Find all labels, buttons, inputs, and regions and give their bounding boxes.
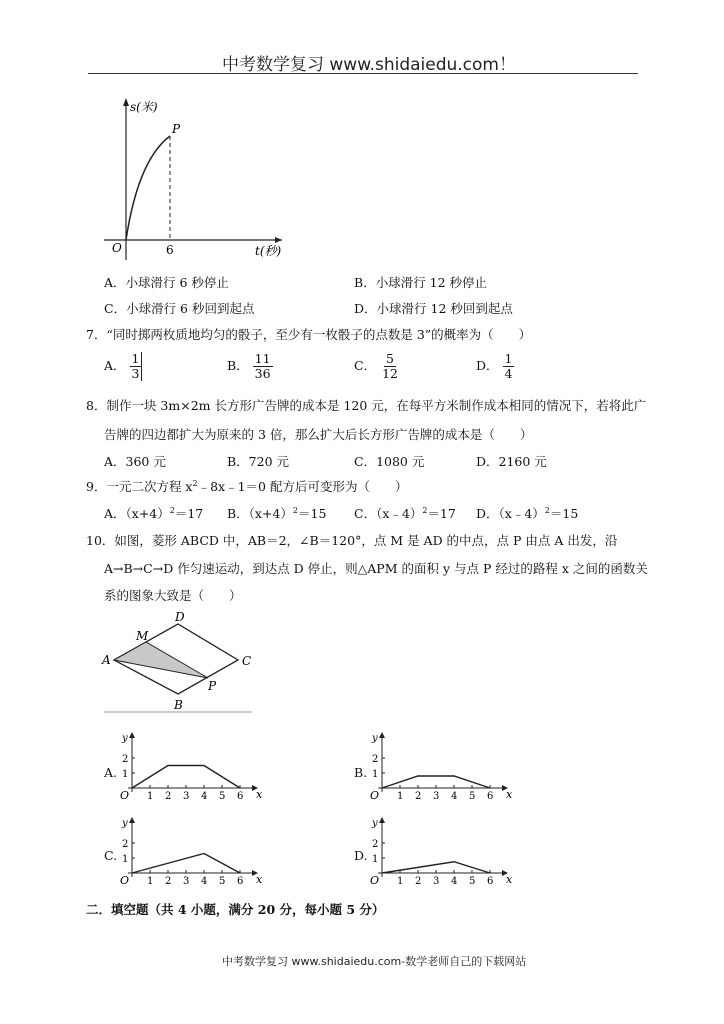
label-m: M <box>136 629 149 643</box>
x-tick-label: 4 <box>201 791 208 802</box>
origin-label: O <box>120 874 130 887</box>
function-curve <box>132 766 240 789</box>
q8-option-d: D．2160 元 <box>476 454 547 469</box>
q8-line1: 8．制作一块 3m×2m 长方形广告牌的成本是 120 元，在每平方米制作成本相同的情况下，若将此广 <box>86 398 647 413</box>
q10-line1: 10．如图，菱形 ABCD 中，AB＝2，∠B＝120°，点 M 是 AD 的中点，点 P 由点 A 出发，沿 <box>86 533 618 548</box>
q8-option-b: B．720 元 <box>227 454 290 469</box>
label-a: A <box>102 653 111 667</box>
x-tick-label: 3 <box>433 876 440 887</box>
y-tick-label: 2 <box>372 839 379 850</box>
y-axis-arrow <box>379 732 385 738</box>
y-axis-arrow <box>379 817 385 823</box>
x-tick-label: 3 <box>433 791 440 802</box>
q6-option-a: A．小球滑行 6 秒停止 <box>104 275 229 290</box>
q8-line2: 告牌的四边都扩大为原来的 3 倍，那么扩大后长方形广告牌的成本是（ ） <box>104 427 533 442</box>
q10-line2: A→B→C→D 作匀速运动，到达点 D 停止，则△APM 的面积 y 与点 P 经过的路程 x 之间的函数关 <box>104 561 648 576</box>
q6-curve <box>126 136 170 240</box>
y-axis-label: y <box>372 818 378 829</box>
x-tick-label: 2 <box>165 876 172 887</box>
x-tick-label: 4 <box>201 876 208 887</box>
header-rule <box>88 73 638 74</box>
q7-stem: 7．“同时掷两枚质地均匀的骰子，至少有一枚骰子的点数是 3”的概率为（ ） <box>86 327 532 342</box>
page-header-title: 中考数学复习 www.shidaiedu.com！ <box>222 55 516 75</box>
x-tick-label: 1 <box>147 876 154 887</box>
q9-option-c: C．（x﹣4）$^2$＝17 <box>354 505 456 521</box>
graph-option-b <box>368 730 513 802</box>
q6-graph <box>100 92 290 264</box>
y-axis-arrow <box>129 732 135 738</box>
x-tick-label: 1 <box>397 876 404 887</box>
x-tick-label: 1 <box>397 791 404 802</box>
y-axis-arrow <box>129 817 135 823</box>
page-footer: 中考数学复习 www.shidaiedu.com-数学老师自己的下载网站 <box>222 955 527 968</box>
x-tick-label: 6 <box>237 791 244 802</box>
graph-option-d-letter: D. <box>354 848 368 863</box>
q9-option-a: A．$(x+4)^2=17$ <box>104 505 204 521</box>
section-2-title: 二．填空题（共 4 小题，满分 20 分，每小题 5 分） <box>86 902 385 917</box>
x-tick-label: 1 <box>147 791 154 802</box>
label-c: C <box>242 654 252 668</box>
x-tick-label: 6 <box>487 791 494 802</box>
q6-point-p: P <box>172 122 181 136</box>
y-tick-label: 2 <box>122 839 129 850</box>
graph-option-b-letter: B. <box>354 765 368 780</box>
q6-option-c: C．小球滑行 6 秒回到起点 <box>104 301 255 316</box>
y-axis-label: y <box>372 733 378 744</box>
q7-option-d: D． $\frac{1}{4}$ <box>476 351 513 381</box>
graph-option-a <box>118 730 263 802</box>
x-tick-label: 2 <box>415 791 422 802</box>
graph-option-a-letter: A. <box>104 765 118 780</box>
q6-option-d: D．小球滑行 12 秒回到起点 <box>354 301 513 316</box>
y-tick-label: 1 <box>122 854 129 865</box>
x-tick-label: 3 <box>183 876 190 887</box>
x-tick-label: 2 <box>415 876 422 887</box>
x-axis-label: x <box>256 788 263 801</box>
q6-tick-6: 6 <box>166 243 174 257</box>
graph-option-c <box>118 815 263 887</box>
q8-option-c: C．1080 元 <box>354 454 425 469</box>
x-tick-label: 5 <box>219 876 226 887</box>
x-tick-label: 5 <box>469 791 476 802</box>
q9-option-d: D．（x﹣4）$^2$＝15 <box>476 505 579 521</box>
y-tick-label: 1 <box>122 769 129 780</box>
x-tick-label: 4 <box>451 791 458 802</box>
label-d: D <box>175 610 185 624</box>
graph-option-d <box>368 815 513 887</box>
graph-option-c-letter: C. <box>104 848 118 863</box>
x-tick-label: 3 <box>183 791 190 802</box>
triangle-apm <box>114 642 208 678</box>
y-axis-label: y <box>122 818 128 829</box>
x-tick-label: 5 <box>219 791 226 802</box>
origin-label: O <box>370 789 380 802</box>
q8-option-a: A．360 元 <box>104 454 166 469</box>
q7-option-c: C． $\frac{5}{12}$ <box>354 351 398 381</box>
q6-y-label: s(米) <box>130 100 158 114</box>
q10-line3: 系的图象大致是（ ） <box>104 588 242 603</box>
x-tick-label: 5 <box>469 876 476 887</box>
x-axis-label: x <box>506 788 513 801</box>
label-b: B <box>174 698 183 712</box>
x-tick-label: 6 <box>237 876 244 887</box>
x-axis-label: x <box>506 873 513 886</box>
q6-option-b: B．小球滑行 12 秒停止 <box>354 275 488 290</box>
q6-x-label: t(秒) <box>255 244 282 258</box>
label-p: P <box>208 679 217 693</box>
q6-origin: O <box>112 241 122 255</box>
q9-stem: 9．一元二次方程 $x^2﹣8x﹣1=0$ 配方后可变形为（ ） <box>86 478 408 494</box>
x-tick-label: 2 <box>165 791 172 802</box>
x-tick-label: 4 <box>451 876 458 887</box>
y-axis-label: y <box>122 733 128 744</box>
y-tick-label: 1 <box>372 854 379 865</box>
y-tick-label: 2 <box>122 754 129 765</box>
x-axis-label: x <box>256 873 263 886</box>
y-tick-label: 2 <box>372 754 379 765</box>
y-tick-label: 1 <box>372 769 379 780</box>
x-tick-label: 6 <box>487 876 494 887</box>
origin-label: O <box>370 874 380 887</box>
origin-label: O <box>120 789 130 802</box>
q7-option-b: B． $\frac{11}{36}$ <box>227 351 271 381</box>
q7-option-a: A． $\frac{1}{3}$ <box>104 352 142 381</box>
q9-option-b: B．$(x+4)^2=15$ <box>227 505 327 521</box>
rhombus-figure <box>100 608 256 714</box>
